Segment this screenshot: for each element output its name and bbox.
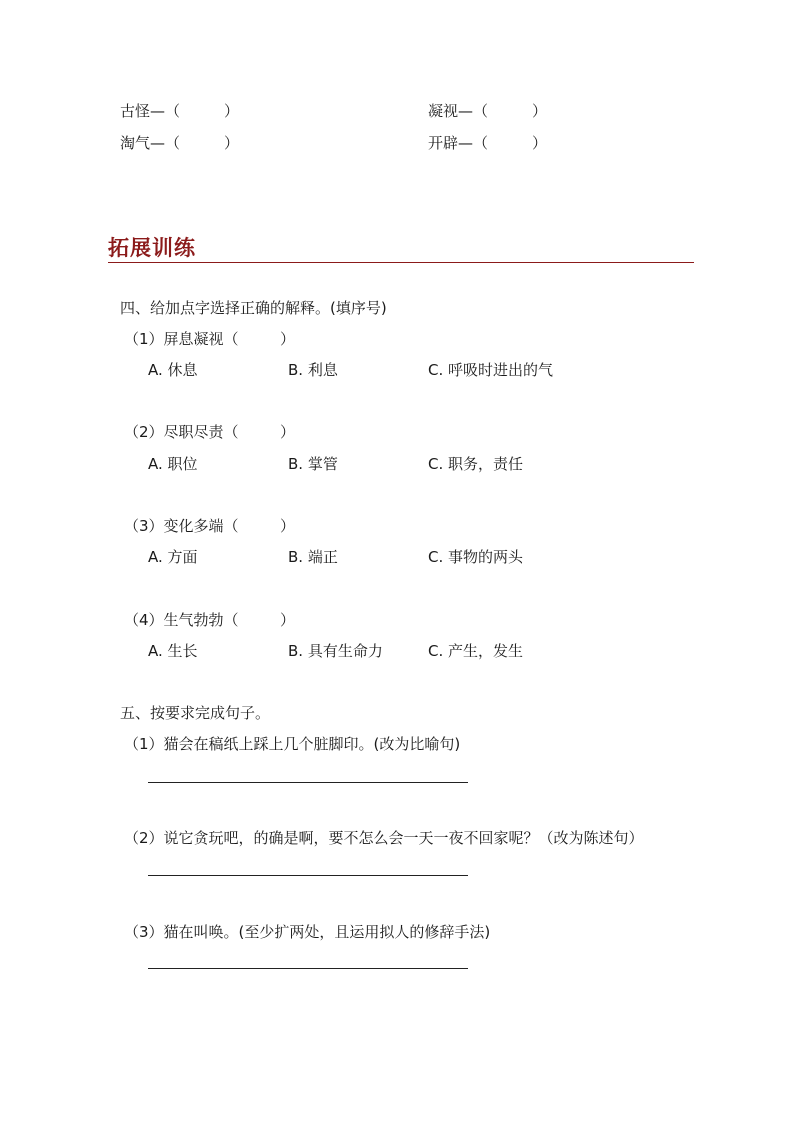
q4-item-1-option-a: A. 休息 bbox=[148, 361, 198, 379]
q4-item-1-stem: （1）屏息凝视（ bbox=[124, 330, 239, 348]
q4-item-3-option-c: C. 事物的两头 bbox=[428, 548, 524, 566]
q4-item-2-stem: （2）尽职尽责（ bbox=[124, 423, 239, 441]
q5-item-2-text: （2）说它贪玩吧，的确是啊，要不怎么会一天一夜不回家呢？（改为陈述句） bbox=[124, 829, 644, 847]
q5-heading: 五、按要求完成句子。 bbox=[120, 704, 271, 722]
pair-close-3: ） bbox=[224, 134, 240, 152]
q4-item-2-option-b: B. 掌管 bbox=[288, 455, 338, 473]
pair-close-1: ） bbox=[224, 102, 240, 120]
pair-word-3: 淘气—（ bbox=[120, 134, 181, 152]
q4-item-1-option-b: B. 利息 bbox=[288, 361, 338, 379]
q5-item-3-text: （3）猫在叫唤。(至少扩两处，且运用拟人的修辞手法) bbox=[124, 923, 491, 941]
q5-item-3-answer-line[interactable] bbox=[148, 968, 468, 969]
pair-word-2: 凝视—（ bbox=[428, 102, 489, 120]
q4-heading: 四、给加点字选择正确的解释。(填序号) bbox=[120, 299, 387, 317]
q4-item-4-option-a: A. 生长 bbox=[148, 642, 198, 660]
pair-word-1: 古怪—（ bbox=[120, 102, 181, 120]
q5-item-1-answer-line[interactable] bbox=[148, 782, 468, 783]
section-title-rule bbox=[108, 262, 694, 263]
q4-item-3-stem: （3）变化多端（ bbox=[124, 517, 239, 535]
q4-item-2-close: ） bbox=[280, 423, 296, 441]
q4-item-2-option-a: A. 职位 bbox=[148, 455, 198, 473]
q4-item-3-option-b: B. 端正 bbox=[288, 548, 338, 566]
pair-close-4: ） bbox=[532, 134, 548, 152]
section-title: 拓展训练 bbox=[108, 235, 196, 260]
q4-item-1-close: ） bbox=[280, 330, 296, 348]
q5-item-2-answer-line[interactable] bbox=[148, 875, 468, 876]
q5-item-1-text: （1）猫会在稿纸上踩上几个脏脚印。(改为比喻句) bbox=[124, 735, 461, 753]
q4-item-1-option-c: C. 呼吸时进出的气 bbox=[428, 361, 554, 379]
q4-item-3-close: ） bbox=[280, 517, 296, 535]
q4-item-4-stem: （4）生气勃勃（ bbox=[124, 611, 239, 629]
q4-item-4-option-b: B. 具有生命力 bbox=[288, 642, 383, 660]
pair-close-2: ） bbox=[532, 102, 548, 120]
q4-item-4-option-c: C. 产生，发生 bbox=[428, 642, 524, 660]
q4-item-3-option-a: A. 方面 bbox=[148, 548, 198, 566]
q4-item-4-close: ） bbox=[280, 611, 296, 629]
q4-item-2-option-c: C. 职务，责任 bbox=[428, 455, 524, 473]
pair-word-4: 开辟—（ bbox=[428, 134, 489, 152]
